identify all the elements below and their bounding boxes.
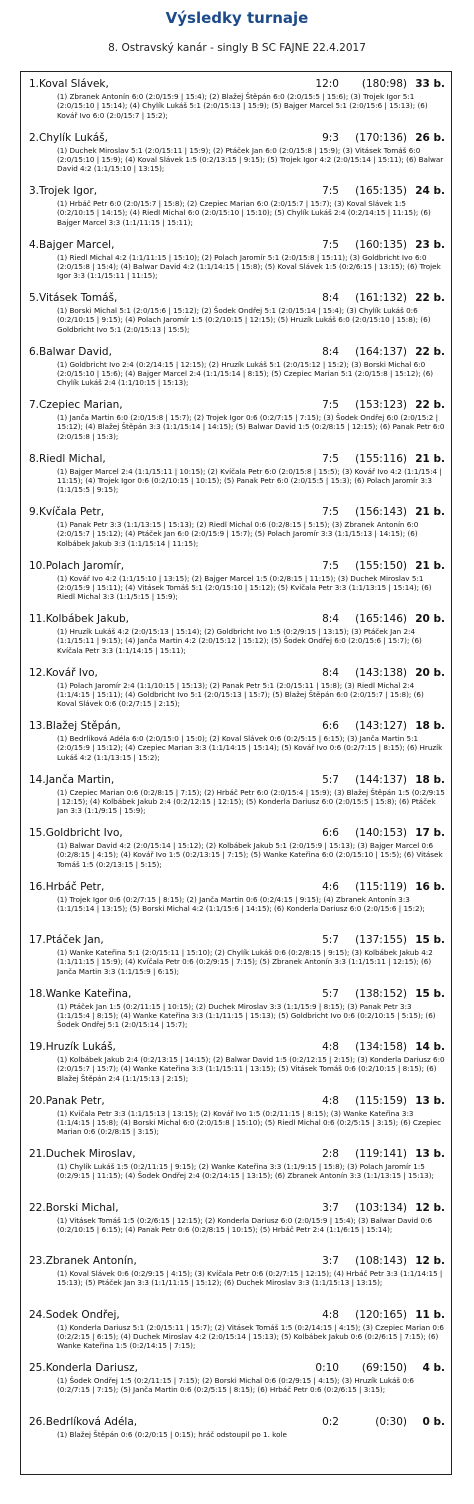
player-header <box>29 1202 445 1215</box>
player-score: 3:7 <box>322 1201 339 1214</box>
player-name-text: Vitásek Tomáš, <box>39 292 118 304</box>
player-games: (1) Chylík Lukáš 1:5 (0:2/11:15 | 9:15); (2) Wanke Kateřina 3:3 (1:1/9:15 | 15:8); (3) Polach Jaromír 1:5 (0:2/9:15 | 11:15); (4) Šodek Ondřej 2:4 (0:2/14:15 | 13:15); (6) Zbranek Antonín 3:3 (1:1/13:15 | 15:13); <box>57 1162 434 1181</box>
player-score: 0:2 <box>322 1415 339 1428</box>
player-name <box>29 1095 301 1108</box>
player-name <box>29 934 301 947</box>
player-balls: (134:158) <box>355 1041 407 1053</box>
player-name <box>29 78 301 91</box>
player-score: 7:5 <box>322 238 339 251</box>
player-games: (1) Riedl Michal 4:2 (1:1/11:15 | 15:10); (2) Polach Jaromír 5:1 (2:0/15:8 | 15:11); (3) Goldbricht Ivo 6:0 (2:0/15:8 | 15:4); (4) Balwar David 4:2 (1:1/14:15 | 15:8); (5) Koval Slávek 1:5 (0:2/6:15 | 13:15); (6) Trojek Igor 3:3 (1:1/15:11 | 11:15); <box>57 252 441 281</box>
player-rank: 17. <box>29 934 46 946</box>
player-points: 17 b. <box>415 827 445 839</box>
player-games: (1) Konderla Dariusz 5:1 (2:0/15:11 | 15:7); (2) Vitásek Tomáš 1:5 (0:2/14:15 | 4:15); (3) Czepiec Marian 0:6 (0:2/2:15 | 6:15); (4) Duchek Miroslav 4:2 (2:0/15:14 | 15:13); (5) Kolbábek Jakub 0:6 (0:2/6:15 | 7:15); (6) Wanke Kateřina 1:5 (0:2/14:15 | 7:15); <box>57 1322 444 1351</box>
player-points: 21 b. <box>415 452 445 465</box>
player-games: (1) Kovář Ivo 4:2 (1:1/15:10 | 13:15); (2) Bajger Marcel 1:5 (0:2/8:15 | 11:15); (3) Duchek Miroslav 5:1 (2:0/15:9 | 15:11); (4) Vitásek Tomáš 5:1 (2:0/15:10 | 15:12); (5) Kvíčala Petr 3:3 (1:1/13:15 | 15:14); (6) Riedl Michal 3:3 (1:1/5:15 | 15:9); <box>57 573 432 602</box>
player-rank: 3. <box>29 185 40 197</box>
player-balls: (143:138) <box>355 666 407 679</box>
player-rank: 16. <box>29 880 46 893</box>
player-score: 3:7 <box>322 1255 339 1267</box>
player-name-text: Koval Slávek, <box>39 78 109 90</box>
player-score: 4:8 <box>322 1308 339 1321</box>
player-row <box>21 233 451 287</box>
player-games: (1) Kolbábek Jakub 2:4 (0:2/13:15 | 14:15); (2) Balwar David 1:5 (0:2/12:15 | 2:15); (3) Konderla Dariusz 6:0 (2:0/15:7 | 15:7); (4) Wanke Kateřina 3:3 (1:1/15:11 | 13:15); (5) Vitásek Tomáš 0:6 (0:2/10:15 | 8:15); (6) Blažej Štěpán 2:4 (1:1/15:13 | 2:15); <box>57 1055 445 1083</box>
player-name-text: Balwar David, <box>39 345 112 358</box>
player-row <box>21 286 451 340</box>
player-name <box>29 667 301 680</box>
player-header <box>29 1255 445 1268</box>
player-balls: (160:135) <box>355 238 407 251</box>
player-row <box>21 928 451 982</box>
player-score: 5:7 <box>322 773 339 786</box>
player-name <box>29 1362 301 1375</box>
player-games: (1) Šodek Ondřej 1:5 (0:2/11:15 | 7:15); (2) Borski Michal 0:6 (0:2/9:15 | 4:15); (3) Hruzík Lukáš 0:6 (0:2/7:15 | 7:15); (5) Janča Martin 0:6 (0:2/5:15 | 8:15); (6) Hrbáč Petr 0:6 (0:2/6:15 | 3:15); <box>57 1376 414 1395</box>
player-header <box>29 1362 445 1375</box>
player-name-text: Borski Michal, <box>45 1201 119 1214</box>
player-name-text: Kvíčala Petr, <box>39 506 105 518</box>
player-score: 8:4 <box>322 613 339 625</box>
player-games: (1) Blažej Štěpán 0:6 (0:2/0:15 | 0:15); hráč odstoupil po 1. kole <box>57 1429 287 1439</box>
player-points: 21 b. <box>415 559 445 572</box>
player-row <box>21 500 451 554</box>
player-points: 20 b. <box>415 666 445 679</box>
player-points: 18 b. <box>415 720 445 732</box>
player-rank: 2. <box>29 131 40 144</box>
player-header <box>29 185 445 198</box>
player-points: 22 b. <box>415 292 445 304</box>
player-games: (1) Balwar David 4:2 (2:0/15:14 | 15:12); (2) Kolbábek Jakub 5:1 (2:0/15:9 | 15:13); (3) Bajger Marcel 0:6 (0:2/8:15 | 4:15); (4) Kovář Ivo 1:5 (0:2/13:15 | 7:15); (5) Wanke Kateřina 6:0 (2:0/15:10 | 15:5); (6) Vitásek Tomáš 1:5 (0:2/13:15 | 5:15); <box>57 841 443 869</box>
page-subtitle: 8. Ostravský kanár - singly B SC FAJNE 22.4.2017 <box>108 42 366 54</box>
player-name <box>29 1309 301 1322</box>
player-header <box>29 560 445 573</box>
player-balls: (161:132) <box>355 292 407 304</box>
player-balls: (155:150) <box>355 559 407 572</box>
player-score: 5:7 <box>322 987 339 1000</box>
player-header <box>29 613 445 626</box>
player-balls: (138:152) <box>355 987 407 1000</box>
player-rank: 25. <box>29 1362 46 1374</box>
player-points: 0 b. <box>422 1415 445 1428</box>
player-points: 15 b. <box>415 934 445 946</box>
player-name <box>29 988 301 1001</box>
player-row <box>21 768 451 822</box>
player-row <box>21 1410 451 1464</box>
player-name-text: Hruzík Lukáš, <box>45 1041 116 1053</box>
player-score: 7:5 <box>322 399 339 411</box>
player-name-text: Šodek Ondřej, <box>45 1308 120 1321</box>
player-header <box>29 132 445 145</box>
player-name-text: Kolbábek Jakub, <box>45 613 129 625</box>
player-row <box>21 1196 451 1250</box>
player-rank: 6. <box>29 345 40 358</box>
player-row <box>21 982 451 1036</box>
player-name-text: Ptáček Jan, <box>45 934 104 946</box>
player-row <box>21 126 451 180</box>
player-rank: 9. <box>29 506 40 518</box>
player-balls: (153:123) <box>355 399 407 411</box>
player-games: (1) Polach Jaromír 2:4 (1:1/10:15 | 15:13); (2) Panak Petr 5:1 (2:0/15:11 | 15:8); (3) Riedl Michal 2:4 (1:1/4:15 | 15:11); (4) Goldbricht Ivo 5:1 (2:0/15:13 | 15:7); (5) Blažej Štěpán 6:0 (2:0/15:7 | 15:8); (6) Koval Slávek 0:6 (0:2/7:15 | 2:15); <box>57 680 424 709</box>
player-name-text: Duchek Miroslav, <box>45 1148 136 1160</box>
player-name-text: Hrbáč Petr, <box>45 880 105 893</box>
player-games: (1) Koval Slávek 0:6 (0:2/9:15 | 4:15); (3) Kvíčala Petr 0:6 (0:2/7:15 | 12:15); (4) Hrbáč Petr 3:3 (1:1/14:15 | 15:13); (5) Ptáček Jan 3:3 (1:1/11:15 | 15:12); (6) Duchek Miroslav 3:3 (1:1/15:13 | 13:15); <box>57 1269 443 1288</box>
player-name-text: Konderla Dariusz, <box>45 1362 139 1374</box>
player-name <box>29 881 301 894</box>
player-header <box>29 292 445 305</box>
player-balls: (170:136) <box>355 131 407 144</box>
player-name <box>29 613 301 626</box>
player-row <box>21 554 451 608</box>
player-rank: 1. <box>29 78 40 90</box>
player-header <box>29 988 445 1001</box>
player-name-text: Bajger Marcel, <box>39 238 115 251</box>
player-row <box>21 661 451 715</box>
player-name <box>29 185 301 198</box>
player-points: 16 b. <box>415 880 445 893</box>
player-rank: 7. <box>29 399 40 411</box>
player-header <box>29 720 445 733</box>
player-games: (1) Janča Martin 6:0 (2:0/15:8 | 15:7); (2) Trojek Igor 0:6 (0:2/7:15 | 7:15); (3) Šodek Ondřej 6:0 (2:0/15:2 | 15:12); (4) Blažej Štěpán 3:3 (1:1/15:14 | 14:15); (5) Balwar David 1:5 (0:2/8:15 | 12:15); (6) Panak Petr 6:0 (2:0/15:8 | 15:3); <box>57 413 445 441</box>
player-header <box>29 934 445 947</box>
player-row <box>21 1142 451 1196</box>
player-balls: (119:141) <box>355 1148 407 1160</box>
player-games: (1) Duchek Miroslav 5:1 (2:0/15:11 | 15:9); (2) Ptáček Jan 6:0 (2:0/15:8 | 15:9); (3) Vitásek Tomáš 6:0 (2:0/15:10 | 15:9); (4) Koval Slávek 1:5 (0:2/13:15 | 9:15); (5) Trojek Igor 4:2 (2:0/15:14 | 15:11); (6) Balwar David 4:2 (1:1/15:10 | 13:15); <box>57 145 444 174</box>
player-balls: (156:143) <box>355 506 407 518</box>
player-name <box>29 720 301 733</box>
player-games: (1) Hruzík Lukáš 4:2 (2:0/15:13 | 15:14); (2) Goldbricht Ivo 1:5 (0:2/9:15 | 13:15); (3) Ptáček Jan 2:4 (1:1/15:11 | 9:15); (4) Janča Martin 4:2 (2:0/15:12 | 15:12); (5) Šodek Ondřej 6:0 (2:0/15:6 | 15:7); (6) Kvíčala Petr 3:3 (1:1/14:15 | 15:11); <box>57 627 422 655</box>
player-rank: 10. <box>29 559 46 572</box>
player-score: 7:5 <box>322 185 339 197</box>
player-balls: (120:165) <box>355 1308 407 1321</box>
player-balls: (165:135) <box>355 185 407 197</box>
player-name-text: Wanke Kateřina, <box>45 987 132 1000</box>
player-header <box>29 1041 445 1054</box>
player-points: 18 b. <box>415 773 445 786</box>
player-balls: (115:119) <box>355 880 407 893</box>
player-name <box>29 346 301 359</box>
player-name-text: Riedl Michal, <box>39 452 106 465</box>
player-games: (1) Bedrlíková Adéla 6:0 (2:0/15:0 | 15:0); (2) Koval Slávek 0:6 (0:2/5:15 | 6:15); (3) Janča Martin 5:1 (2:0/15:9 | 15:12); (4) Czepiec Marian 3:3 (1:1/14:15 | 15:14); (5) Kovář Ivo 0:6 (0:2/7:15 | 8:15); (6) Hruzík Lukáš 4:2 (1:1/13:15 | 15:2); <box>57 734 443 762</box>
player-score: 0:10 <box>315 1362 339 1374</box>
player-balls: (144:137) <box>355 773 407 786</box>
player-name <box>29 827 301 840</box>
player-balls: (155:116) <box>355 452 407 465</box>
player-score: 4:8 <box>322 1094 339 1107</box>
player-name <box>29 560 301 573</box>
player-name-text: Janča Martin, <box>45 773 115 786</box>
player-name <box>29 292 301 305</box>
player-score: 5:7 <box>322 934 339 946</box>
player-balls: (0:30) <box>375 1415 407 1428</box>
player-balls: (69:150) <box>361 1362 407 1374</box>
player-name <box>29 453 301 466</box>
player-rank: 19. <box>29 1041 46 1053</box>
player-row <box>21 393 451 447</box>
player-points: 23 b. <box>415 238 445 251</box>
player-rank: 5. <box>29 292 40 304</box>
player-rank: 13. <box>29 720 46 732</box>
player-games: (1) Hrbáč Petr 6:0 (2:0/15:7 | 15:8); (2) Czepiec Marian 6:0 (2:0/15:7 | 15:7); (3) Koval Slávek 1:5 (0:2/10:15 | 14:15); (4) Riedl Michal 6:0 (2:0/15:10 | 15:10); (5) Chylík Lukáš 2:4 (0:2/14:15 | 11:15); (6) Bajger Marcel 3:3 (1:1/11:15 | 15:11); <box>57 199 431 227</box>
player-rank: 18. <box>29 987 46 1000</box>
player-row <box>21 1089 451 1143</box>
player-name-text: Czepiec Marian, <box>39 399 123 411</box>
player-header <box>29 506 445 519</box>
player-header <box>29 453 445 466</box>
player-name <box>29 1148 301 1161</box>
page <box>0 8 474 1439</box>
player-rank: 4. <box>29 238 40 251</box>
player-rank: 21. <box>29 1148 46 1160</box>
page-title: Výsledky turnaje <box>165 9 309 27</box>
player-row <box>21 607 451 661</box>
player-rank: 8. <box>29 452 40 465</box>
player-games: (1) Bajger Marcel 2:4 (1:1/15:11 | 10:15); (2) Kvíčala Petr 6:0 (2:0/15:8 | 15:5); (3) Kovář Ivo 4:2 (1:1/15:4 | 11:15); (4) Trojek Igor 0:6 (0:2/10:15 | 10:15); (5) Panak Petr 6:0 (2:0/15:5 | 15:3); (6) Polach Jaromír 3:3 (1:1/15:5 | 9:15); <box>57 466 442 495</box>
results-list <box>20 71 452 1475</box>
player-balls: (115:159) <box>355 1094 407 1107</box>
player-rank: 14. <box>29 773 46 786</box>
player-header <box>29 1416 445 1429</box>
player-score: 12:0 <box>315 78 339 90</box>
player-header <box>29 774 445 787</box>
player-score: 8:4 <box>322 666 339 679</box>
player-score: 4:6 <box>322 880 339 893</box>
player-points: 11 b. <box>415 1308 445 1321</box>
player-row <box>21 1249 451 1303</box>
player-row <box>21 179 451 233</box>
player-name-text: Blažej Štěpán, <box>45 720 121 732</box>
player-games: (1) Borski Michal 5:1 (2:0/15:6 | 15:12); (2) Šodek Ondřej 5:1 (2:0/15:14 | 15:4); (3) Chylík Lukáš 0:6 (0:2/10:15 | 9:15); (4) Polach Jaromír 1:5 (0:2/10:15 | 12:15); (5) Hruzík Lukáš 6:0 (2:0/15:10 | 15:8); (6) Goldbricht Ivo 5:1 (2:0/15:13 | 15:5); <box>57 306 431 334</box>
player-rank: 15. <box>29 827 46 839</box>
player-rank: 26. <box>29 1415 46 1428</box>
player-score: 6:6 <box>322 720 339 732</box>
player-name-text: Bedrlíková Adéla, <box>45 1415 138 1428</box>
player-header <box>29 1095 445 1108</box>
player-balls: (108:143) <box>355 1255 407 1267</box>
player-name-text: Polach Jaromír, <box>45 559 125 572</box>
player-row <box>21 1303 451 1357</box>
player-balls: (165:146) <box>355 613 407 625</box>
player-row <box>21 1035 451 1089</box>
player-row <box>21 447 451 501</box>
player-points: 12 b. <box>415 1201 445 1214</box>
player-name-text: Zbranek Antonín, <box>45 1255 137 1267</box>
player-games: (1) Panak Petr 3:3 (1:1/13:15 | 15:13); (2) Riedl Michal 0:6 (0:2/8:15 | 5:15); (3) Zbranek Antonín 6:0 (2:0/15:7 | 15:12); (4) Ptáček Jan 6:0 (2:0/15:9 | 15:7); (5) Polach Jaromír 3:3 (1:1/15:13 | 14:15); (6) Kolbábek Jakub 3:3 (1:1/15:14 | 11:15); <box>57 520 419 548</box>
player-points: 21 b. <box>415 506 445 518</box>
player-header <box>29 667 445 680</box>
player-points: 24 b. <box>415 185 445 197</box>
player-games: (1) Kvíčala Petr 3:3 (1:1/15:13 | 13:15); (2) Kovář Ivo 1:5 (0:2/11:15 | 8:15); (3) Wanke Kateřina 3:3 (1:1/4:15 | 15:8); (4) Borski Michal 6:0 (2:0/15:8 | 15:10); (5) Riedl Michal 0:6 (0:2/5:15 | 3:15); (6) Czepiec Marian 0:6 (0:2/8:15 | 3:15); <box>57 1108 442 1137</box>
player-games: (1) Ptáček Jan 1:5 (0:2/11:15 | 10:15); (2) Duchek Miroslav 3:3 (1:1/15:9 | 8:15); (3) Panak Petr 3:3 (1:1/15:4 | 8:15); (4) Wanke Kateřina 3:3 (1:1/11:15 | 15:13); (5) Goldbricht Ivo 0:6 (0:2/10:15 | 5:15); (6) Šodek Ondřej 5:1 (2:0/15:14 | 15:7); <box>57 1001 436 1030</box>
player-name <box>29 774 301 787</box>
player-name <box>29 399 301 412</box>
player-rank: 23. <box>29 1255 46 1267</box>
player-games: (1) Wanke Kateřina 5:1 (2:0/15:11 | 15:10); (2) Chylík Lukáš 0:6 (0:2/8:15 | 9:15); (3) Kolbábek Jakub 4:2 (1:1/11:15 | 15:9); (4) Kvíčala Petr 0:6 (0:2/9:15 | 7:15); (5) Zbranek Antonín 3:3 (1:1/15:11 | 12:15); (6) Janča Martin 3:3 (1:1/15:9 | 6:15); <box>57 948 433 976</box>
player-score: 7:5 <box>322 506 339 518</box>
player-header <box>29 78 445 91</box>
player-name <box>29 506 301 519</box>
player-name <box>29 1416 301 1429</box>
player-balls: (103:134) <box>355 1201 407 1214</box>
player-score: 8:4 <box>322 292 339 304</box>
player-name-text: Goldbricht Ivo, <box>45 827 123 839</box>
player-points: 13 b. <box>415 1094 445 1107</box>
player-score: 7:5 <box>322 452 339 465</box>
player-balls: (140:153) <box>355 827 407 839</box>
player-points: 22 b. <box>415 399 445 411</box>
player-points: 15 b. <box>415 987 445 1000</box>
player-rank: 12. <box>29 666 46 679</box>
player-name <box>29 132 301 145</box>
player-header <box>29 346 445 359</box>
player-score: 4:8 <box>322 1041 339 1053</box>
player-points: 26 b. <box>415 131 445 144</box>
player-points: 20 b. <box>415 613 445 625</box>
player-games: (1) Vitásek Tomáš 1:5 (0:2/6:15 | 12:15); (2) Konderla Dariusz 6:0 (2:0/15:9 | 15:4); (3) Balwar David 0:6 (0:2/10:15 | 6:15); (4) Panak Petr 0:6 (0:2/8:15 | 10:15); (5) Hrbáč Petr 2:4 (1:1/6:15 | 15:14); <box>57 1215 433 1234</box>
player-name-text: Trojek Igor, <box>39 185 98 197</box>
player-rank: 11. <box>29 613 46 625</box>
player-points: 13 b. <box>415 1148 445 1160</box>
player-balls: (143:127) <box>355 720 407 732</box>
player-header <box>29 827 445 840</box>
player-row <box>21 340 451 394</box>
player-score: 6:6 <box>322 827 339 839</box>
player-points: 14 b. <box>415 1041 445 1053</box>
player-games: (1) Trojek Igor 0:6 (0:2/7:15 | 8:15); (2) Janča Martin 0:6 (0:2/4:15 | 9:15); (4) Zbranek Antonín 3:3 (1:1/15:14 | 13:15); (5) Borski Michal 4:2 (1:1/15:6 | 14:15); (6) Konderla Dariusz 6:0 (2:0/15:6 | 15:2); <box>57 894 425 913</box>
player-name <box>29 239 301 252</box>
player-header <box>29 399 445 412</box>
player-points: 12 b. <box>415 1255 445 1267</box>
player-balls: (137:155) <box>355 934 407 946</box>
player-name-text: Panak Petr, <box>45 1094 105 1107</box>
player-score: 8:4 <box>322 345 339 358</box>
player-score: 2:8 <box>322 1148 339 1160</box>
player-rank: 24. <box>29 1308 46 1321</box>
player-header <box>29 1148 445 1161</box>
player-name <box>29 1041 301 1054</box>
player-row <box>21 821 451 875</box>
player-header <box>29 239 445 252</box>
player-games: (1) Goldbricht Ivo 2:4 (0:2/14:15 | 12:15); (2) Hruzík Lukáš 5:1 (2:0/15:12 | 15:2); (3) Borski Michal 6:0 (2:0/15:10 | 15:6); (4) Bajger Marcel 2:4 (1:1/15:14 | 8:15); (5) Czepiec Marian 5:1 (2:0/15:8 | 15:12); (6) Chylík Lukáš 2:4 (1:1/10:15 | 15:13); <box>57 359 434 388</box>
player-row <box>21 714 451 768</box>
player-points: 22 b. <box>415 345 445 358</box>
player-row <box>21 1356 451 1410</box>
player-row <box>21 72 451 126</box>
player-rank: 22. <box>29 1201 46 1214</box>
player-balls: (164:137) <box>355 345 407 358</box>
player-name <box>29 1202 301 1215</box>
player-rank: 20. <box>29 1094 46 1107</box>
player-name-text: Kovář Ivo, <box>45 666 98 679</box>
player-row <box>21 875 451 929</box>
player-points: 33 b. <box>415 78 445 90</box>
player-header <box>29 881 445 894</box>
player-games: (1) Czepiec Marian 0:6 (0:2/8:15 | 7:15); (2) Hrbáč Petr 6:0 (2:0/15:4 | 15:9); (3) Blažej Štěpán 1:5 (0:2/9:15 | 12:15); (4) Kolbábek Jakub 2:4 (0:2/12:15 | 12:15); (5) Konderla Dariusz 6:0 (2:0/15:5 | 15:8); (6) Ptáček Jan 3:3 (1:1/9:15 | 15:9); <box>57 787 445 816</box>
player-name <box>29 1255 301 1268</box>
player-score: 9:3 <box>322 131 339 144</box>
player-points: 4 b. <box>422 1362 445 1374</box>
player-header <box>29 1309 445 1322</box>
player-score: 7:5 <box>322 559 339 572</box>
player-balls: (180:98) <box>361 78 407 90</box>
player-name-text: Chylík Lukáš, <box>39 131 108 144</box>
player-games: (1) Zbranek Antonín 6:0 (2:0/15:9 | 15:4); (2) Blažej Štěpán 6:0 (2:0/15:5 | 15:6); (3) Trojek Igor 5:1 (2:0/15:10 | 15:14); (4) Chylík Lukáš 5:1 (2:0/15:13 | 15:9); (5) Bajger Marcel 5:1 (2:0/15:6 | 15:13); (6) Kovář Ivo 6:0 (2:0/15:7 | 15:2); <box>57 92 428 120</box>
